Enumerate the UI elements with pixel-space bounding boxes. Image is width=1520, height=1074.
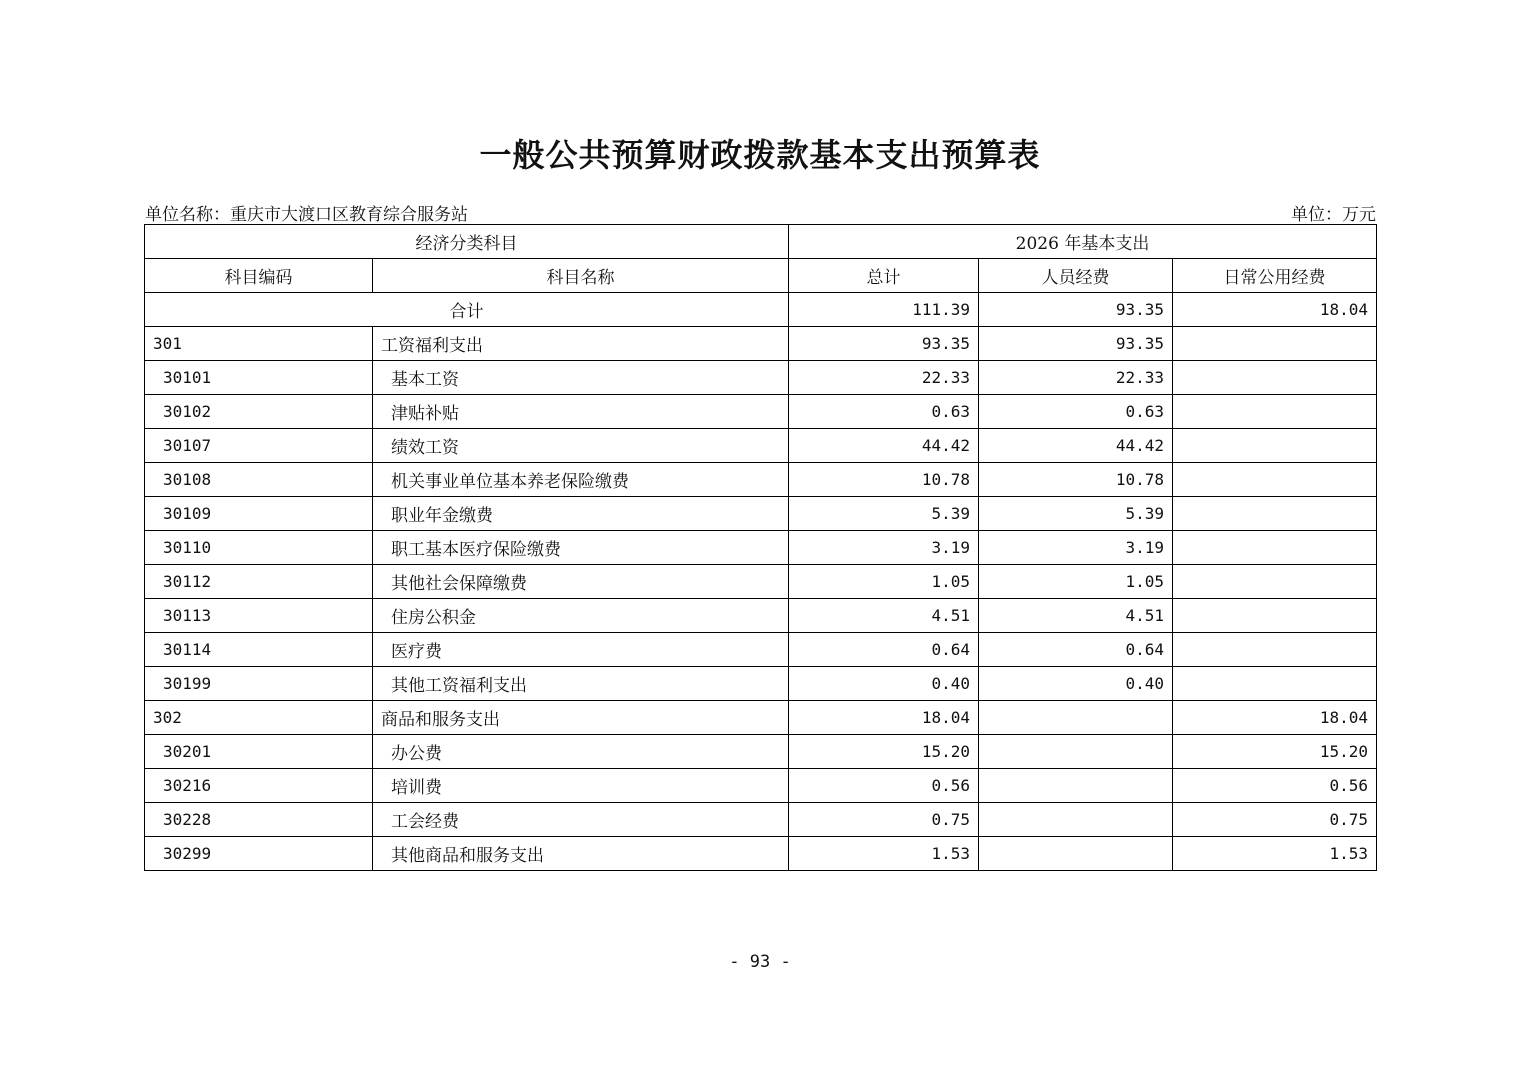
table-row — [145, 361, 1377, 395]
total-total: 111.39 — [789, 293, 979, 327]
header-row — [145, 259, 1377, 293]
row-code: 30228 — [145, 803, 373, 837]
table-row — [145, 565, 1377, 599]
row-name: 工资福利支出 — [373, 327, 789, 361]
header-name: 科目名称 — [373, 259, 789, 293]
row-code: 30110 — [145, 531, 373, 565]
row-name: 职业年金缴费 — [373, 497, 789, 531]
row-total: 10.78 — [789, 463, 979, 497]
row-name: 其他工资福利支出 — [373, 667, 789, 701]
row-personnel — [979, 769, 1173, 803]
row-name: 绩效工资 — [373, 429, 789, 463]
row-name: 办公费 — [373, 735, 789, 769]
table-row — [145, 735, 1377, 769]
table-row — [145, 633, 1377, 667]
row-personnel: 0.64 — [979, 633, 1173, 667]
page-number: - 93 - — [729, 952, 791, 972]
table-row — [145, 463, 1377, 497]
row-total: 18.04 — [789, 701, 979, 735]
row-public — [1173, 463, 1377, 497]
table-row — [145, 837, 1377, 871]
total-row — [145, 293, 1377, 327]
row-name: 商品和服务支出 — [373, 701, 789, 735]
row-total: 0.40 — [789, 667, 979, 701]
row-total: 0.63 — [789, 395, 979, 429]
row-total: 3.19 — [789, 531, 979, 565]
row-public — [1173, 633, 1377, 667]
row-personnel — [979, 803, 1173, 837]
row-personnel: 4.51 — [979, 599, 1173, 633]
row-name: 其他商品和服务支出 — [373, 837, 789, 871]
row-code: 30102 — [145, 395, 373, 429]
row-public: 0.56 — [1173, 769, 1377, 803]
row-personnel — [979, 735, 1173, 769]
table-row — [145, 497, 1377, 531]
page-title: 一般公共预算财政拨款基本支出预算表 — [479, 136, 1041, 174]
table-row — [145, 803, 1377, 837]
row-name: 职工基本医疗保险缴费 — [373, 531, 789, 565]
header-total: 总计 — [789, 259, 979, 293]
row-personnel: 5.39 — [979, 497, 1173, 531]
row-total: 22.33 — [789, 361, 979, 395]
table-row — [145, 395, 1377, 429]
row-name: 工会经费 — [373, 803, 789, 837]
row-personnel: 93.35 — [979, 327, 1173, 361]
row-personnel — [979, 701, 1173, 735]
row-code: 30108 — [145, 463, 373, 497]
row-public — [1173, 497, 1377, 531]
row-code: 30299 — [145, 837, 373, 871]
row-code: 30109 — [145, 497, 373, 531]
row-total: 0.64 — [789, 633, 979, 667]
header-group-row — [145, 225, 1377, 259]
row-public: 1.53 — [1173, 837, 1377, 871]
row-total: 0.56 — [789, 769, 979, 803]
row-total: 44.42 — [789, 429, 979, 463]
row-code: 30216 — [145, 769, 373, 803]
row-total: 1.05 — [789, 565, 979, 599]
row-public — [1173, 531, 1377, 565]
row-name: 机关事业单位基本养老保险缴费 — [373, 463, 789, 497]
table-row — [145, 327, 1377, 361]
table-row — [145, 667, 1377, 701]
row-public — [1173, 565, 1377, 599]
row-name: 住房公积金 — [373, 599, 789, 633]
header-economic-category: 经济分类科目 — [145, 225, 789, 259]
row-public: 18.04 — [1173, 701, 1377, 735]
row-total: 15.20 — [789, 735, 979, 769]
row-name: 津贴补贴 — [373, 395, 789, 429]
total-public: 18.04 — [1173, 293, 1377, 327]
row-personnel: 22.33 — [979, 361, 1173, 395]
row-code: 30107 — [145, 429, 373, 463]
table-row — [145, 599, 1377, 633]
row-name: 基本工资 — [373, 361, 789, 395]
row-personnel: 10.78 — [979, 463, 1173, 497]
table-row — [145, 769, 1377, 803]
row-personnel: 44.42 — [979, 429, 1173, 463]
row-public — [1173, 667, 1377, 701]
row-name: 培训费 — [373, 769, 789, 803]
total-label: 合计 — [145, 293, 789, 327]
table-row — [145, 701, 1377, 735]
row-code: 30101 — [145, 361, 373, 395]
header-code: 科目编码 — [145, 259, 373, 293]
row-public — [1173, 599, 1377, 633]
header-personnel: 人员经费 — [979, 259, 1173, 293]
header-public: 日常公用经费 — [1173, 259, 1377, 293]
row-total: 4.51 — [789, 599, 979, 633]
row-public — [1173, 429, 1377, 463]
row-public: 0.75 — [1173, 803, 1377, 837]
row-total: 93.35 — [789, 327, 979, 361]
unit-name: 单位名称：重庆市大渡口区教育综合服务站 — [145, 205, 468, 225]
total-personnel: 93.35 — [979, 293, 1173, 327]
row-code: 30199 — [145, 667, 373, 701]
budget-table — [144, 224, 1377, 871]
row-personnel: 0.63 — [979, 395, 1173, 429]
table-row — [145, 531, 1377, 565]
row-personnel: 0.40 — [979, 667, 1173, 701]
row-public: 15.20 — [1173, 735, 1377, 769]
row-personnel — [979, 837, 1173, 871]
row-personnel: 3.19 — [979, 531, 1173, 565]
row-code: 30112 — [145, 565, 373, 599]
row-public — [1173, 361, 1377, 395]
row-code: 30201 — [145, 735, 373, 769]
row-code: 301 — [145, 327, 373, 361]
table-row — [145, 429, 1377, 463]
row-code: 30113 — [145, 599, 373, 633]
row-total: 0.75 — [789, 803, 979, 837]
header-basic-expenditure: 2026 年基本支出 — [789, 225, 1377, 259]
row-personnel: 1.05 — [979, 565, 1173, 599]
row-public — [1173, 395, 1377, 429]
row-code: 302 — [145, 701, 373, 735]
row-name: 医疗费 — [373, 633, 789, 667]
unit-label: 单位：万元 — [1291, 205, 1376, 225]
row-public — [1173, 327, 1377, 361]
row-total: 5.39 — [789, 497, 979, 531]
row-code: 30114 — [145, 633, 373, 667]
row-name: 其他社会保障缴费 — [373, 565, 789, 599]
row-total: 1.53 — [789, 837, 979, 871]
